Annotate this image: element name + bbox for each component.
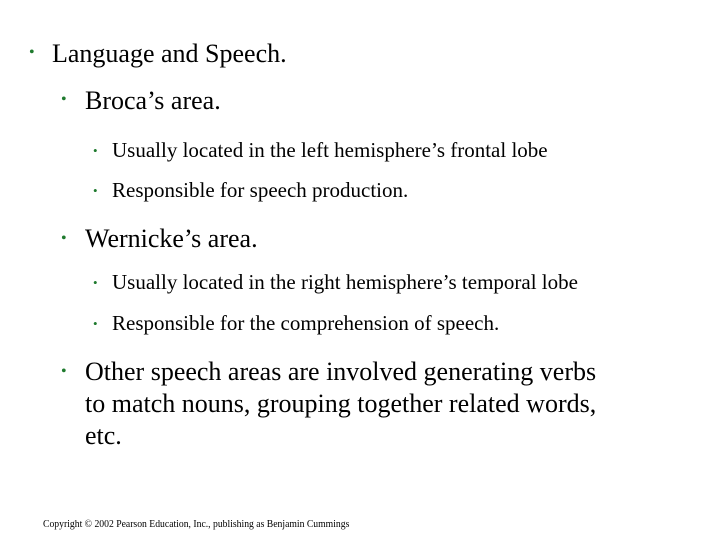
bullet-marker: • <box>93 183 98 198</box>
bullet-marker: • <box>93 275 98 290</box>
bullet-broca-location: Usually located in the left hemisphere’s frontal lobe <box>112 138 548 162</box>
bullet-marker: • <box>61 230 67 247</box>
slide-heading-bullet: Language and Speech. <box>52 39 287 68</box>
bullet-marker: • <box>61 91 67 108</box>
bullet-other-line: etc. <box>85 421 122 450</box>
copyright-footer: Copyright © 2002 Pearson Education, Inc., publishing as Benjamin Cummings <box>43 518 350 530</box>
bullet-other-line: to match nouns, grouping together related words, <box>85 389 597 418</box>
bullet-marker: • <box>61 363 67 380</box>
bullet-marker: • <box>93 316 98 331</box>
bullet-other-line: Other speech areas are involved generating verbs <box>85 357 597 386</box>
bullet-marker: • <box>29 44 35 61</box>
bullet-wernicke-location: Usually located in the right hemisphere’s temporal lobe <box>112 270 578 294</box>
bullet-other-speech-areas <box>85 356 715 452</box>
bullet-broca-area: Broca’s area. <box>85 86 221 115</box>
bullet-wernicke-function: Responsible for the comprehension of speech. <box>112 311 500 335</box>
bullet-broca-function: Responsible for speech production. <box>112 178 409 202</box>
bullet-wernicke-area: Wernicke’s area. <box>85 224 258 253</box>
bullet-marker: • <box>93 143 98 158</box>
